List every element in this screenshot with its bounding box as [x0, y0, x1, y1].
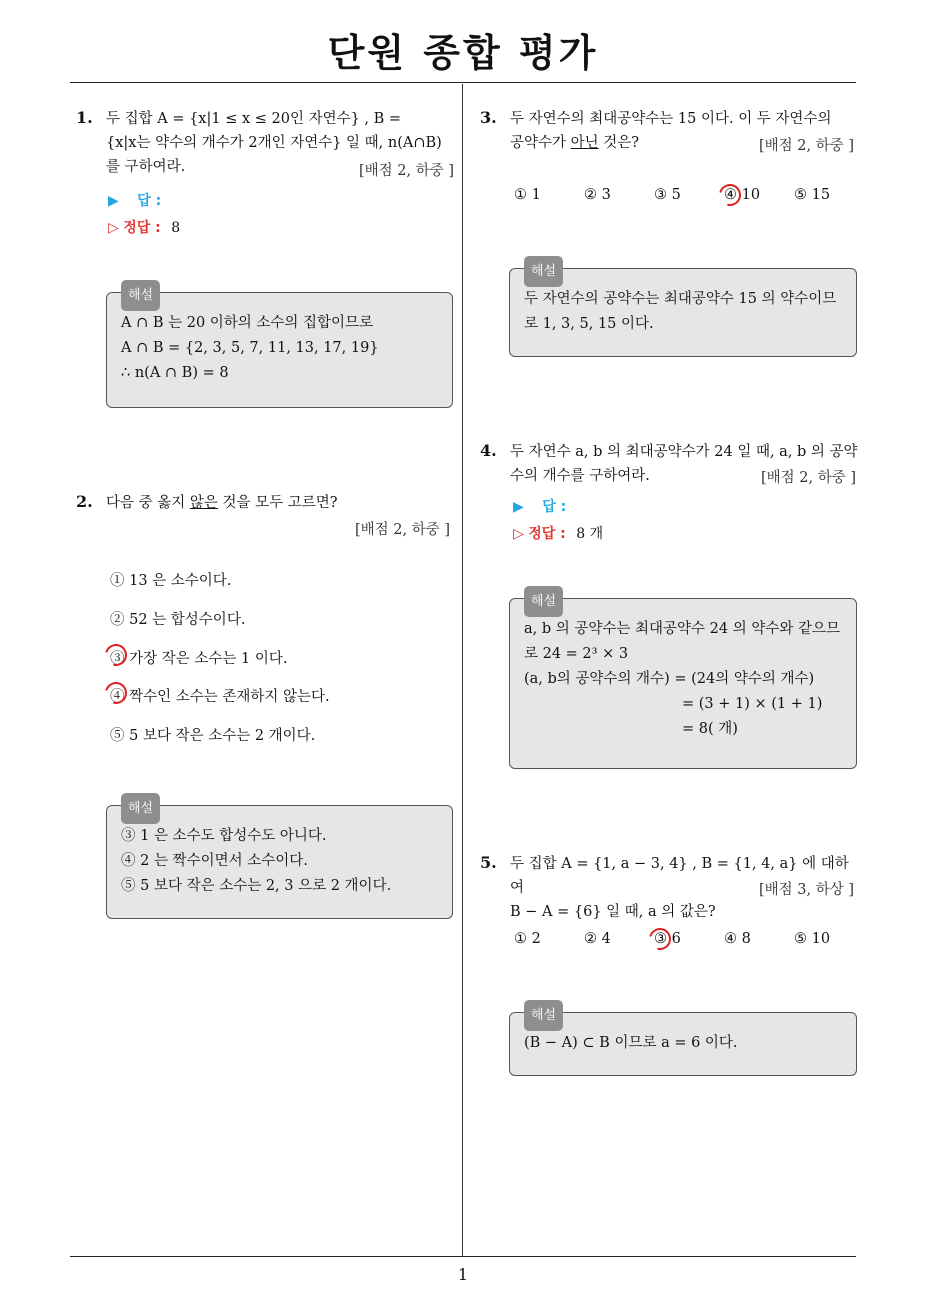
choice-item: ⑤ 15 — [794, 187, 831, 203]
answer-mark-circle — [715, 180, 745, 210]
explanation-tag: 해설 — [121, 280, 160, 311]
answer-label: 답 : — [137, 193, 162, 209]
explanation-line: (a, b의 공약수의 개수) = (24의 약수의 개수) — [524, 671, 815, 687]
choice-item: ② 4 — [584, 931, 611, 947]
problem-line: 를 구하여라. — [106, 159, 186, 175]
explanation-box — [509, 1008, 857, 1076]
problem-line: 두 자연수 a, b 의 최대공약수가 24 일 때, a, b 의 공약 — [510, 444, 858, 460]
explanation-box — [106, 288, 453, 408]
choice-item: ② 52 는 합성수이다. — [110, 612, 246, 628]
explanation-line: = (3 + 1) × (1 + 1) — [682, 696, 823, 712]
explanation-tag: 해설 — [524, 1000, 563, 1031]
problem-line: 수의 개수를 구하여라. — [510, 468, 650, 484]
outline-triangle-icon: ▷ — [513, 526, 524, 542]
explanation-line: ⑤ 5 보다 작은 소수는 2, 3 으로 2 개이다. — [121, 878, 392, 894]
answer-row — [513, 496, 566, 516]
page-title: 단원 종합 평가 — [327, 31, 599, 75]
top-divider — [70, 82, 856, 83]
choice-item: ② 3 — [584, 187, 611, 203]
explanation-box — [509, 264, 857, 357]
explanation-line: 두 자연수의 공약수는 최대공약수 15 의 약수이므 — [524, 291, 837, 307]
explanation-line: (B − A) ⊂ B 이므로 a = 6 이다. — [524, 1035, 738, 1051]
choice-item: ⑤ 10 — [794, 931, 831, 947]
choice-item: ④ 8 — [724, 931, 751, 947]
correct-label: 정답 : — [528, 526, 566, 542]
problem-number: 1. — [76, 108, 93, 127]
explanation-box — [509, 594, 857, 769]
problem-text-part: 공약수가 — [510, 135, 571, 151]
correct-label: 정답 : — [123, 220, 161, 236]
score-meta: [배점 2, 하중 ] — [760, 470, 856, 486]
bottom-divider — [70, 1256, 856, 1257]
answer-mark-circle — [645, 924, 675, 954]
problem-number: 4. — [480, 441, 497, 460]
explanation-line: A ∩ B 는 20 이하의 소수의 집합이므로 — [121, 315, 374, 331]
explanation-line: ③ 1 은 소수도 합성수도 아니다. — [121, 828, 327, 844]
correct-answer-row — [513, 523, 603, 543]
choice-item: ④ 10 — [724, 187, 761, 203]
correct-answer-row — [108, 217, 180, 237]
underlined-word: 않은 — [189, 495, 218, 511]
score-meta: [배점 2, 하중 ] — [758, 138, 854, 154]
choice-item: ③ 5 — [654, 187, 681, 203]
explanation-line: 로 1, 3, 5, 15 이다. — [524, 316, 654, 332]
explanation-tag: 해설 — [524, 586, 563, 617]
score-meta: [배점 3, 하상 ] — [758, 882, 854, 898]
answer-label: 답 : — [542, 499, 567, 515]
problem-text — [106, 491, 454, 515]
problem-line: 두 집합 A = {x|1 ≤ x ≤ 20인 자연수} , B = — [106, 111, 402, 127]
answer-row — [108, 190, 161, 210]
choice-item: ① 1 — [514, 187, 541, 203]
choice-item: ① 2 — [514, 931, 541, 947]
correct-value: 8 — [171, 220, 181, 236]
problem-number: 5. — [480, 853, 497, 872]
explanation-box — [106, 801, 453, 919]
problem-line: 두 집합 A = {1, a − 3, 4} , B = {1, 4, a} 에 대하여 — [510, 856, 849, 896]
score-meta: [배점 2, 하중 ] — [354, 522, 450, 538]
column-divider — [462, 84, 463, 1256]
problem-text-part: 것을 모두 고르면? — [217, 495, 338, 511]
page-number: 1 — [457, 1265, 469, 1284]
problem-number: 3. — [480, 108, 497, 127]
explanation-tag: 해설 — [524, 256, 563, 287]
choice-item: ③ 가장 작은 소수는 1 이다. — [110, 651, 288, 667]
problem-line: 두 자연수의 최대공약수는 15 이다. 이 두 자연수의 — [510, 111, 832, 127]
play-triangle-icon: ▶ — [108, 193, 119, 209]
choice-item: ④ 짝수인 소수는 존재하지 않는다. — [110, 689, 330, 705]
correct-value: 8 개 — [576, 526, 604, 542]
score-meta: [배점 2, 하중 ] — [358, 163, 454, 179]
choice-item: ⑤ 5 보다 작은 소수는 2 개이다. — [110, 728, 316, 744]
choice-item: ① 13 은 소수이다. — [110, 573, 232, 589]
explanation-line: 로 24 = 2³ × 3 — [524, 646, 629, 662]
explanation-line: ④ 2 는 짝수이면서 소수이다. — [121, 853, 308, 869]
outline-triangle-icon: ▷ — [108, 220, 119, 236]
explanation-line: = 8( 개) — [682, 721, 738, 737]
problem-text-part: 다음 중 옳지 — [106, 495, 190, 511]
explanation-line: a, b 의 공약수는 최대공약수 24 의 약수와 같으므 — [524, 621, 840, 637]
problem-number: 2. — [76, 492, 93, 511]
problem-line: {x|x는 약수의 개수가 2개인 자연수} 일 때, n(A∩B) — [106, 135, 442, 151]
explanation-line: ∴ n(A ∩ B) = 8 — [121, 365, 229, 381]
problem-line: B − A = {6} 일 때, a 의 값은? — [510, 904, 716, 920]
underlined-word: 아닌 — [570, 135, 599, 151]
problem-text-part: 것은? — [598, 135, 640, 151]
choice-item: ③ 6 — [654, 931, 681, 947]
play-triangle-icon: ▶ — [513, 499, 524, 515]
explanation-tag: 해설 — [121, 793, 160, 824]
explanation-line: A ∩ B = {2, 3, 5, 7, 11, 13, 17, 19} — [121, 340, 379, 356]
